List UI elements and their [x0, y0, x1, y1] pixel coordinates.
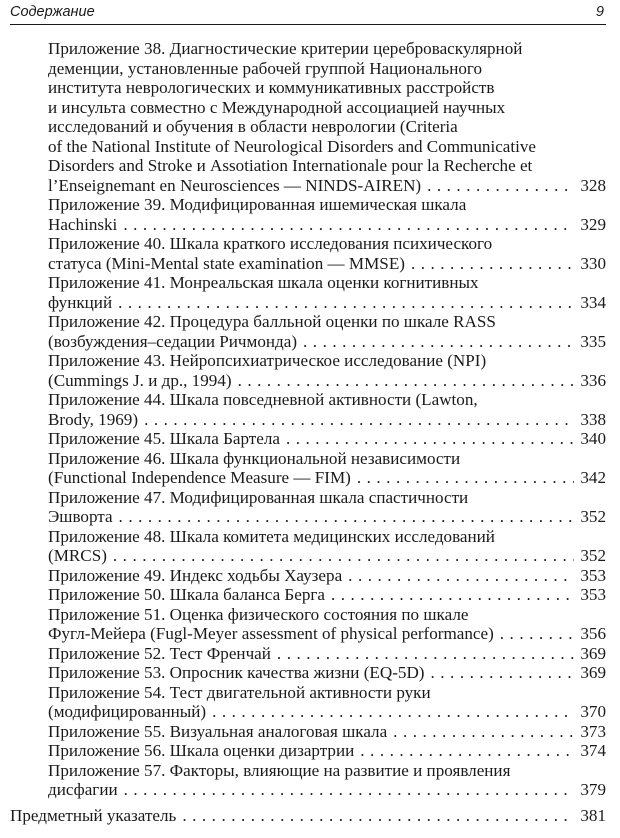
toc-entry-line: Приложение 47. Модифицированная шкала спастичности — [48, 487, 469, 507]
toc-entry-line: Приложение 43. Нейропсихиатрическое исследование (NPI) — [48, 351, 487, 370]
toc-page-number: 353 — [580, 565, 606, 585]
toc-entry-last-line — [0, 468, 620, 488]
toc-page-number: 338 — [580, 409, 606, 429]
toc-entry-last-line — [0, 806, 620, 826]
dot-leader — [342, 566, 574, 586]
toc-entry-text: Hachinski — [48, 214, 118, 234]
running-header — [10, 2, 606, 25]
dot-leader — [280, 429, 574, 449]
toc-entry-text: Приложение 56. Шкала оценки дизартрии — [48, 741, 355, 760]
toc-entry-text: Эшворта — [48, 507, 113, 526]
toc-entry-text: Приложение 55. Визуальная аналоговая шкала — [48, 721, 388, 741]
toc-entry-line: института неврологических и коммуникативных расстройств — [48, 78, 495, 97]
toc-entry-line: Приложение 41. Монреальская шкала оценки когнитивных — [48, 273, 479, 292]
toc-page-number: 334 — [580, 292, 606, 312]
toc-page-number: 369 — [580, 643, 606, 663]
toc-entry-last-line — [0, 566, 620, 586]
dot-leader — [206, 702, 574, 722]
toc-entry[interactable] — [0, 39, 620, 195]
toc-entry-last-line — [0, 702, 620, 722]
toc-entry[interactable] — [0, 761, 620, 800]
toc-entry-line: деменции, установленные рабочей группой Национального — [48, 58, 483, 78]
toc-entry[interactable] — [0, 429, 620, 449]
toc-entry-last-line — [0, 644, 620, 664]
toc-entry-text: Brody, 1969) — [48, 409, 139, 429]
toc-page-number: 353 — [580, 585, 606, 604]
toc-entry-text: Приложение 52. Тест Френчай — [48, 643, 271, 663]
toc-entry[interactable] — [0, 741, 620, 761]
toc-entry-line: Приложение 42. Процедура балльной оценки по шкале RASS — [48, 312, 496, 331]
toc-entry-last-line — [0, 293, 620, 313]
toc-entry-line: Приложение 39. Модифицированная ишемическая шкала — [48, 195, 467, 214]
toc-page-number: 370 — [580, 702, 606, 721]
toc-entry-last-line — [0, 410, 620, 430]
toc-page-number: 374 — [580, 741, 606, 760]
toc-entry-line: Приложение 51. Оценка физического состояния по шкале — [48, 604, 469, 624]
toc-entry[interactable] — [0, 351, 620, 390]
toc-entry-text: Приложение 45. Шкала Бартела — [48, 429, 280, 448]
dot-leader — [425, 663, 575, 683]
dot-leader — [351, 468, 575, 488]
dot-leader — [387, 722, 574, 742]
toc-page-number: 329 — [580, 214, 606, 234]
dot-leader — [354, 741, 574, 761]
toc-entry[interactable] — [0, 605, 620, 644]
dot-leader — [325, 585, 574, 605]
dot-leader — [405, 254, 574, 274]
toc-entry-line: Приложение 54. Тест двигательной активности руки — [48, 682, 431, 702]
toc-entry-line: Disorders and Stroke и Assotiation Internationale pour la Recherche et — [48, 156, 533, 175]
toc-entry[interactable] — [0, 722, 620, 742]
dot-leader — [112, 293, 574, 313]
dot-leader — [421, 176, 574, 196]
toc-page-number: 379 — [580, 780, 606, 799]
toc-page-number: 328 — [580, 175, 606, 195]
dot-leader — [271, 644, 574, 664]
toc-entry-last-line — [0, 663, 620, 683]
toc-entry-text: дисфагии — [48, 780, 118, 799]
toc-entry[interactable] — [0, 488, 620, 527]
toc-entry[interactable] — [0, 585, 620, 605]
toc-entry-text: (Functional Independence Measure — FIM) — [48, 468, 351, 487]
toc-entry-line: Приложение 57. Факторы, влияющие на развитие и проявления — [48, 760, 511, 780]
toc-entry[interactable] — [0, 234, 620, 273]
toc-entry-last-line — [0, 585, 620, 605]
toc-entry-last-line — [0, 176, 620, 196]
toc-entry-text: Приложение 49. Индекс ходьбы Хаузера — [48, 565, 343, 585]
toc-entry-text: (Cummings J. и др., 1994) — [48, 370, 232, 390]
toc-page-number: 356 — [580, 624, 606, 643]
toc-page-number: 342 — [580, 468, 606, 487]
toc-entry-last-line — [0, 624, 620, 644]
toc-page-number: 381 — [580, 805, 606, 825]
toc-entry[interactable] — [0, 449, 620, 488]
toc-page-number: 335 — [580, 331, 606, 351]
toc-page-number: 369 — [580, 663, 606, 682]
dot-leader — [176, 806, 574, 826]
toc-page-number: 330 — [580, 253, 606, 273]
dot-leader — [118, 780, 575, 800]
toc-entry-last-line — [0, 741, 620, 761]
toc-page-number: 352 — [580, 507, 606, 526]
toc-entry-line: Приложение 48. Шкала комитета медицинских исследований — [48, 526, 495, 546]
header-title: Содержание — [10, 4, 95, 20]
toc-entry[interactable] — [0, 663, 620, 683]
toc-page-number: 352 — [580, 546, 606, 565]
toc-entry-last-line — [0, 429, 620, 449]
toc-entry[interactable] — [0, 566, 620, 586]
toc-entry[interactable] — [0, 273, 620, 312]
header-page-number: 9 — [595, 4, 604, 20]
toc-entry[interactable] — [0, 527, 620, 566]
toc-page-number: 336 — [580, 370, 606, 390]
dot-leader — [107, 546, 574, 566]
toc-entry-text: функций — [48, 292, 113, 312]
toc-entry-line: Приложение 38. Диагностические критерии цереброваскулярной — [48, 39, 523, 58]
toc-entry-last-line — [0, 507, 620, 527]
toc-entry-line: Приложение 40. Шкала краткого исследования психического — [48, 234, 493, 253]
toc-entry-last-line — [0, 722, 620, 742]
toc-entry-line: исследований и обучения в области неврологии (Criteria — [48, 117, 458, 136]
dot-leader — [494, 624, 575, 644]
toc-entry-text: статуса (Mini-Mental state examination — MMSE) — [48, 253, 405, 273]
toc-entry[interactable] — [0, 644, 620, 664]
toc-entry-last-line — [0, 215, 620, 235]
toc-entry-last-line — [0, 780, 620, 800]
table-of-contents — [0, 39, 620, 825]
dot-leader — [117, 215, 574, 235]
toc-entry[interactable] — [0, 195, 620, 234]
dot-leader — [138, 410, 574, 430]
toc-entry-text: Фугл-Мейера (Fugl-Meyer assessment of physical performance) — [48, 624, 494, 643]
toc-entry-text: Приложение 53. Опросник качества жизни (EQ-5D) — [48, 663, 425, 682]
toc-page-number: 340 — [580, 429, 606, 448]
dot-leader — [232, 371, 575, 391]
dot-leader — [113, 507, 575, 527]
toc-entry-last-line — [0, 254, 620, 274]
toc-entry-last-line — [0, 546, 620, 566]
toc-entry[interactable] — [0, 683, 620, 722]
toc-entry-text: Предметный указатель — [10, 805, 177, 825]
toc-page-number: 373 — [580, 721, 606, 741]
toc-entry[interactable] — [0, 312, 620, 351]
toc-entry-last-line — [0, 371, 620, 391]
dot-leader — [297, 332, 574, 352]
toc-entry-text: Приложение 50. Шкала баланса Берга — [48, 585, 325, 604]
toc-entry-line: Приложение 44. Шкала повседневной активности (Lawton, — [48, 390, 478, 409]
toc-entry-line: Приложение 46. Шкала функциональной независимости — [48, 448, 461, 468]
toc-entry[interactable] — [0, 390, 620, 429]
toc-entry-text: (модифицированный) — [48, 702, 207, 721]
toc-entry-text: (MRCS) — [48, 546, 107, 565]
toc-entry-text: (возбуждения–седации Ричмонда) — [48, 331, 298, 351]
toc-entry-line: of the National Institute of Neurological Disorders and Communicative — [48, 136, 536, 156]
toc-entry[interactable] — [0, 806, 620, 826]
toc-entry-text: l’Enseignemant en Neurosciences — NINDS-AIREN) — [48, 175, 422, 195]
toc-entry-line: и инсульта совместно с Международной ассоциацией научных — [48, 97, 506, 117]
toc-entry-last-line — [0, 332, 620, 352]
